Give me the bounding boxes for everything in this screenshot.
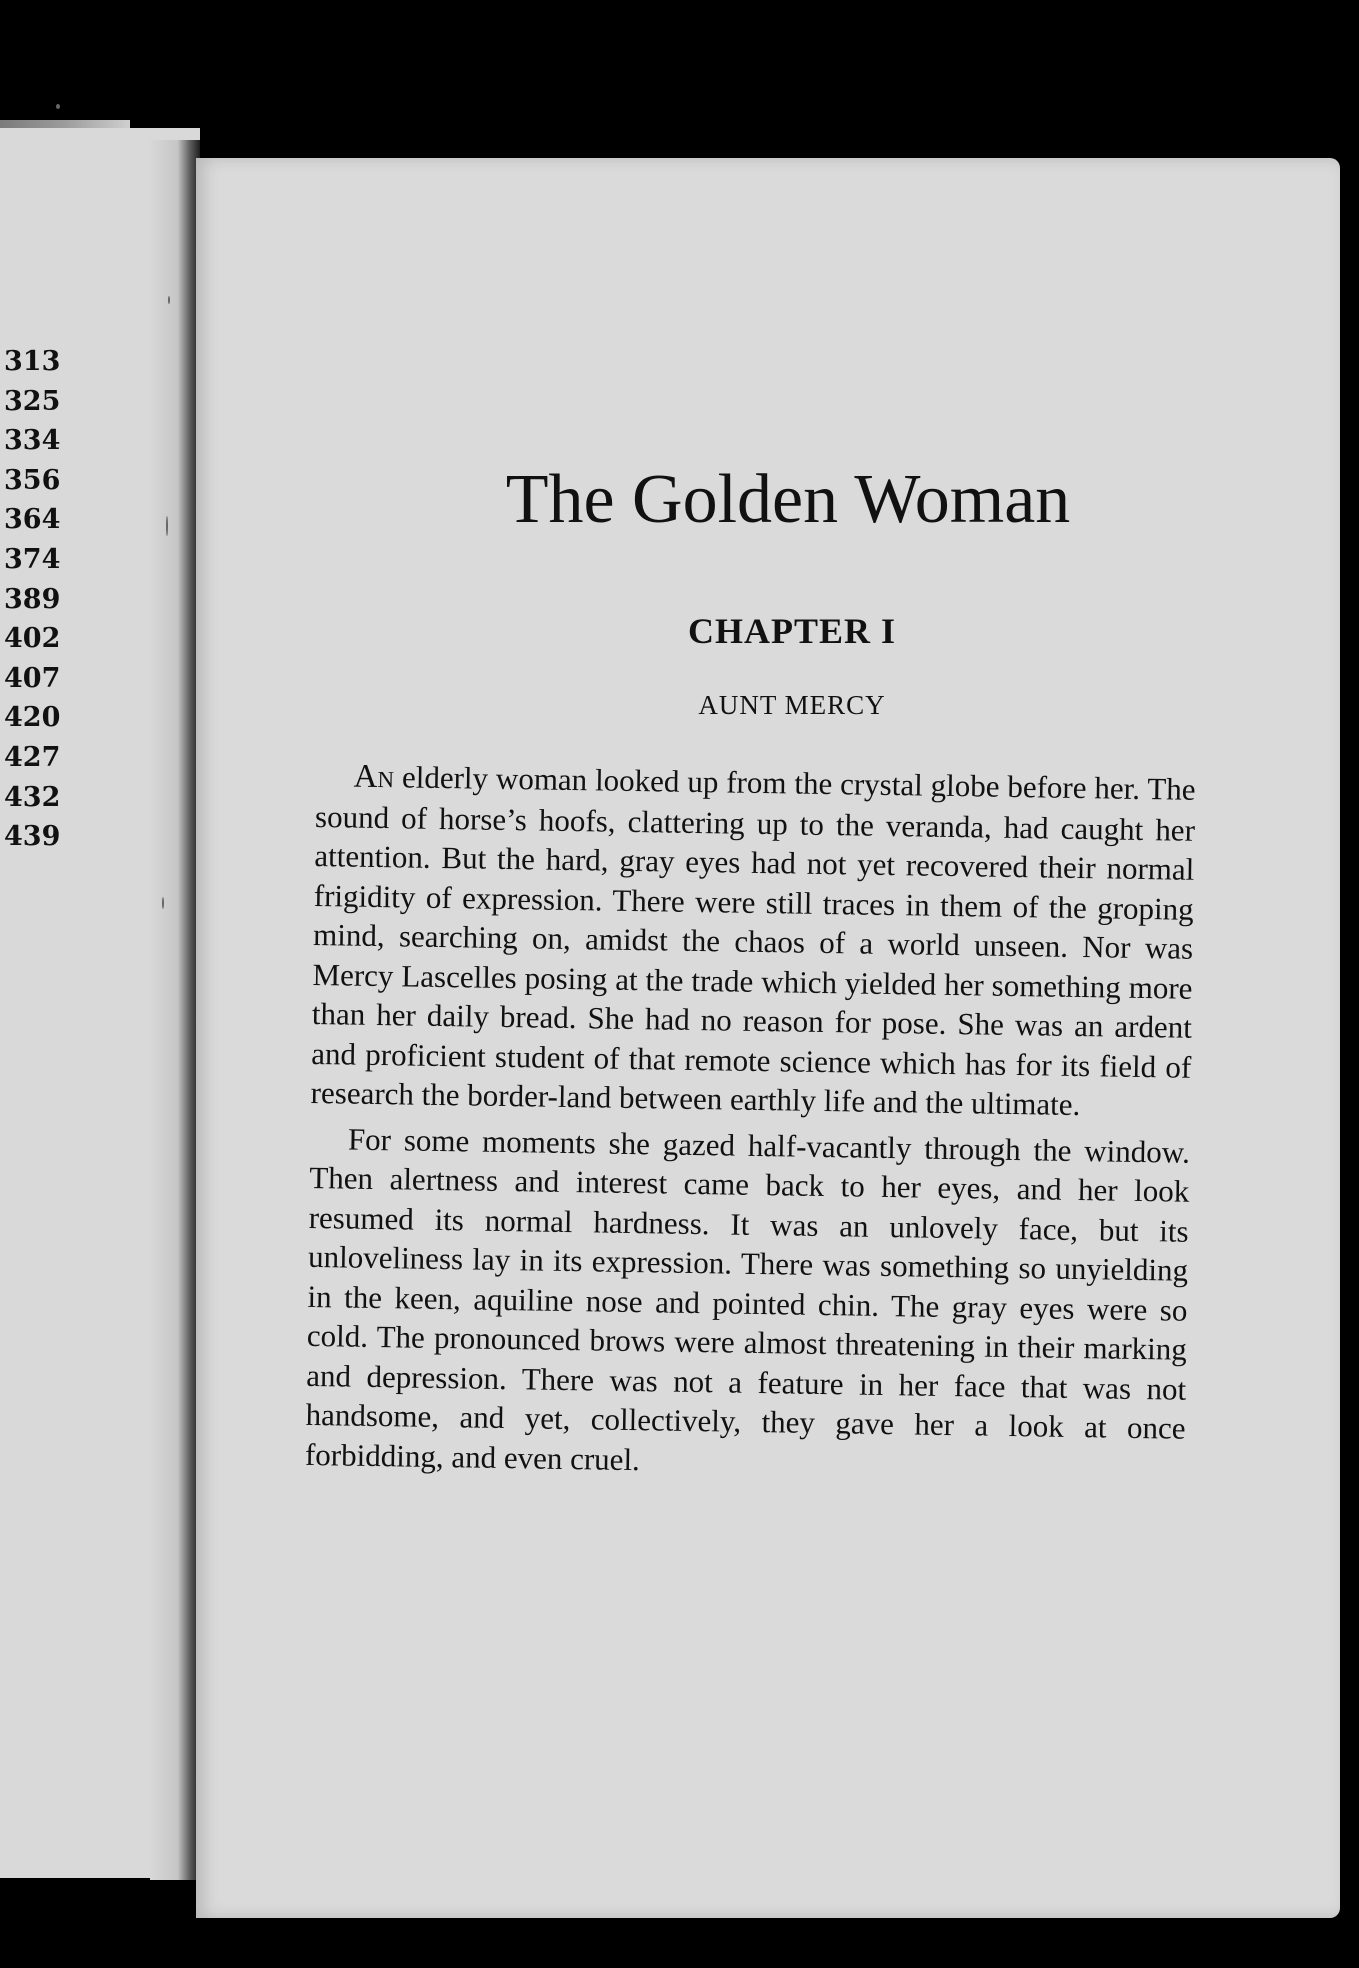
page-number: 407 xyxy=(4,662,61,694)
chapter-title: AUNT MERCY xyxy=(698,690,886,720)
page-number: 374 xyxy=(4,543,61,575)
page-number: 439 xyxy=(4,821,61,853)
scan-speck xyxy=(168,296,170,304)
page-number: 427 xyxy=(4,741,61,773)
scan-speck xyxy=(166,516,168,536)
page-number: 325 xyxy=(4,385,61,417)
paragraph-lead-word: An xyxy=(353,758,395,796)
page-number: 356 xyxy=(4,464,61,496)
chapter-body xyxy=(305,756,1196,1494)
contents-page-numbers xyxy=(4,342,60,857)
page-number: 432 xyxy=(4,781,61,813)
page-number: 389 xyxy=(4,583,61,615)
page-number: 420 xyxy=(4,702,61,734)
book-gutter-shadow xyxy=(150,140,200,1880)
chapter-number: CHAPTER I xyxy=(687,611,897,651)
paragraph: For some moments she gazed half-vacantly through the window. Then alertness and interest came back to her eyes, and her look resumed its normal hardness. It was an unlovely face, but its unloveliness lay in its expression. There was something so unyielding in the keen, aquiline nose and pointed chin. The gray eyes were so cold. The pronounced brows were almost threatening in their marking and depression. There was not a feature in her face that was not handsome, and yet, collectively, they gave her a look at once forbidding, and even cruel. xyxy=(304,1121,1191,1477)
paragraph-text: elderly woman looked up from the crystal globe before her. The sound of horse’s hoofs, clattering up to the veranda, had caught her attention. But the hard, gray eyes had not yet recovered their normal frigidity of expression. There were still traces in them of the groping mind, searching on, amidst the chaos of a world unseen. Nor was Mercy Lascelles posing at the trade which yielded her something more than her daily bread. She had no reason for pose. She was an ardent and proficient student of that remote science which has for its field of research the border-land between earthly life and the ultimate. xyxy=(310,759,1196,1123)
scan-speck xyxy=(56,104,60,109)
page-number: 313 xyxy=(4,346,61,377)
left-page-top-edge xyxy=(0,120,130,128)
book-title: The Golden Woman xyxy=(505,461,1071,538)
scan-speck xyxy=(162,897,164,909)
page-number: 334 xyxy=(4,425,61,457)
page-number: 402 xyxy=(4,623,61,655)
paragraph xyxy=(310,756,1195,1126)
page-number: 364 xyxy=(4,504,61,536)
